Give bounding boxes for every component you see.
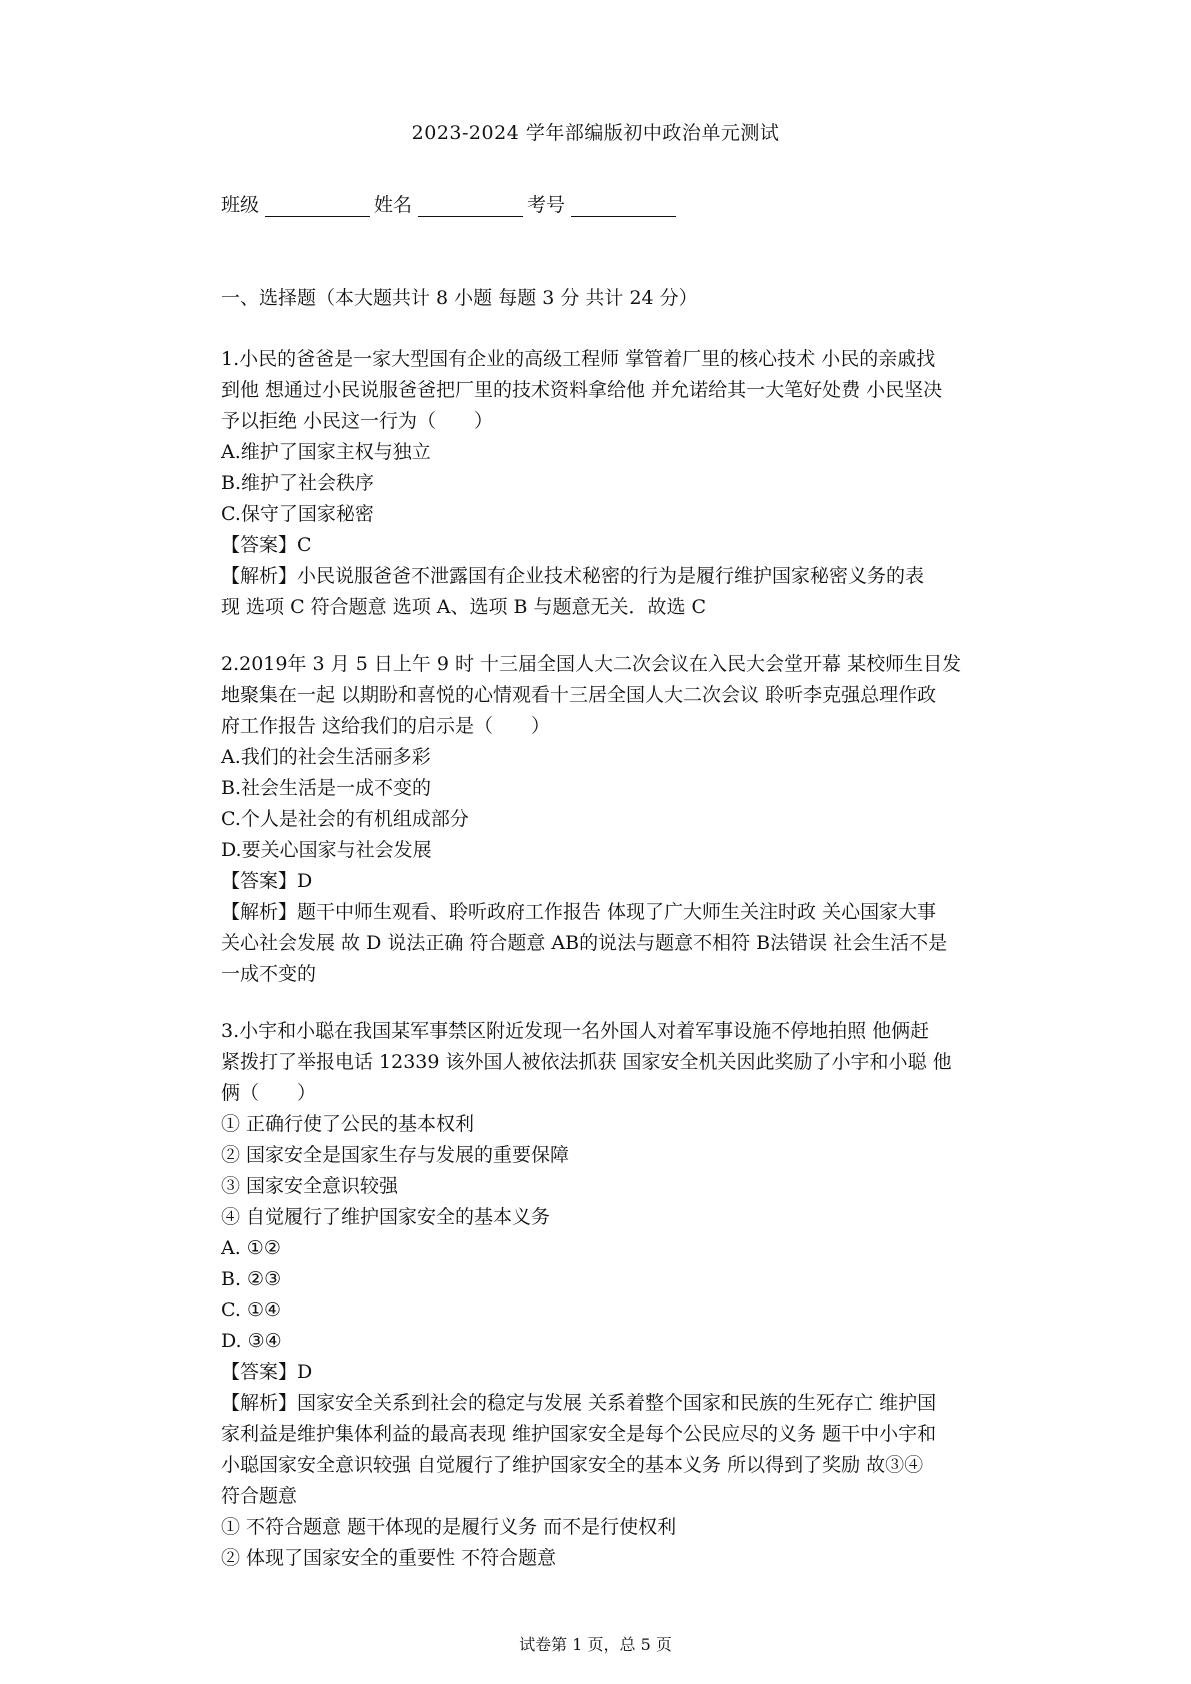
analysis-line: 【解析】题干中师生观看、聆听政府工作报告 体现了广大师生关注时政 关心国家大事 — [221, 901, 937, 923]
option-b: B. ②③ — [221, 1268, 282, 1290]
name-label: 姓名 — [374, 194, 413, 216]
section-heading: 一、选择题（本大题共计 8 小题 每题 3 分 共计 24 分） — [221, 287, 698, 309]
analysis-line: 小聪国家安全意识较强 自觉履行了维护国家安全的基本义务 所以得到了奖励 故③④ — [221, 1454, 924, 1476]
question-2 — [221, 649, 1021, 990]
question-stem-line: 府工作报告 这给我们的启示是（ ） — [221, 715, 551, 737]
analysis-line: 家利益是维护集体利益的最高表现 维护国家安全是每个公民应尽的义务 题干中小宇和 — [221, 1423, 937, 1445]
page-footer: 试卷第 1 页，总 5 页 — [519, 1635, 672, 1654]
option-a: A.我们的社会生活丽多彩 — [221, 746, 431, 768]
analysis-line: 现 选项 C 符合题意 选项 A、选项 B 与题意无关．故选 C — [221, 596, 707, 618]
name-blank — [418, 196, 523, 217]
question-stem-line: 地聚集在一起 以期盼和喜悦的心情观看十三居全国人大二次会议 聆听李克强总理作政 — [221, 684, 937, 706]
analysis-line: ① 不符合题意 题干体现的是履行义务 而不是行使权利 — [221, 1516, 677, 1538]
option-a: A. ①② — [221, 1237, 281, 1259]
option-d: D. ③④ — [221, 1330, 282, 1352]
option-c: C.保守了国家秘密 — [221, 503, 374, 525]
analysis-line: 一成不变的 — [221, 963, 317, 985]
statement-2: ② 国家安全是国家生存与发展的重要保障 — [221, 1144, 570, 1166]
option-c: C. ①④ — [221, 1299, 282, 1321]
student-info-row — [221, 190, 680, 217]
question-stem-line: 2.2019年 3 月 5 日上午 9 时 十三届全国人大二次会议在入民大会堂开幕 某校师生目发 — [221, 653, 962, 675]
question-1 — [221, 344, 1021, 623]
class-label: 班级 — [221, 194, 260, 216]
analysis-line: ② 体现了国家安全的重要性 不符合题意 — [221, 1547, 557, 1569]
answer: 【答案】D — [221, 1361, 313, 1383]
question-stem-line: 3.小宇和小聪在我国某军事禁区附近发现一名外国人对着军事设施不停地拍照 他俩赶 — [221, 1020, 930, 1042]
analysis-line: 关心社会发展 故 D 说法正确 符合题意 AB的说法与题意不相符 B法错误 社会生活不是 — [221, 932, 948, 954]
id-blank — [571, 196, 676, 217]
analysis-line: 符合题意 — [221, 1485, 298, 1507]
option-b: B.社会生活是一成不变的 — [221, 777, 432, 799]
question-stem-line: 到他 想通过小民说服爸爸把厂里的技术资料拿给他 并允诺给其一大笔好处费 小民坚决 — [221, 379, 943, 401]
option-a: A.维护了国家主权与独立 — [221, 441, 431, 463]
question-3 — [221, 1016, 1021, 1574]
option-d: D.要关心国家与社会发展 — [221, 839, 432, 861]
id-label: 考号 — [527, 194, 566, 216]
analysis-line: 【解析】小民说服爸爸不泄露国有企业技术秘密的行为是履行维护国家秘密义务的表 — [221, 565, 925, 587]
option-b: B.维护了社会秩序 — [221, 472, 375, 494]
question-stem-line: 1.小民的爸爸是一家大型国有企业的高级工程师 掌管着厂里的核心技术 小民的亲戚找 — [221, 348, 936, 370]
question-stem-line: 予以拒绝 小民这一行为（ ） — [221, 410, 494, 432]
class-blank — [265, 196, 370, 217]
answer: 【答案】C — [221, 534, 312, 556]
page-title: 2023-2024 学年部编版初中政治单元测试 — [411, 122, 780, 144]
answer: 【答案】D — [221, 870, 313, 892]
statement-3: ③ 国家安全意识较强 — [221, 1175, 399, 1197]
analysis-line: 【解析】国家安全关系到社会的稳定与发展 关系着整个国家和民族的生死存亡 维护国 — [221, 1392, 937, 1414]
option-c: C.个人是社会的有机组成部分 — [221, 808, 469, 830]
statement-4: ④ 自觉履行了维护国家安全的基本义务 — [221, 1206, 551, 1228]
statement-1: ① 正确行使了公民的基本权利 — [221, 1113, 475, 1135]
question-stem-line: 紧拨打了举报电话 12339 该外国人被依法抓获 国家安全机关因此奖励了小宇和小聪 他 — [221, 1051, 952, 1073]
question-stem-line: 俩（ ） — [221, 1082, 317, 1104]
exam-content — [221, 283, 1021, 1600]
